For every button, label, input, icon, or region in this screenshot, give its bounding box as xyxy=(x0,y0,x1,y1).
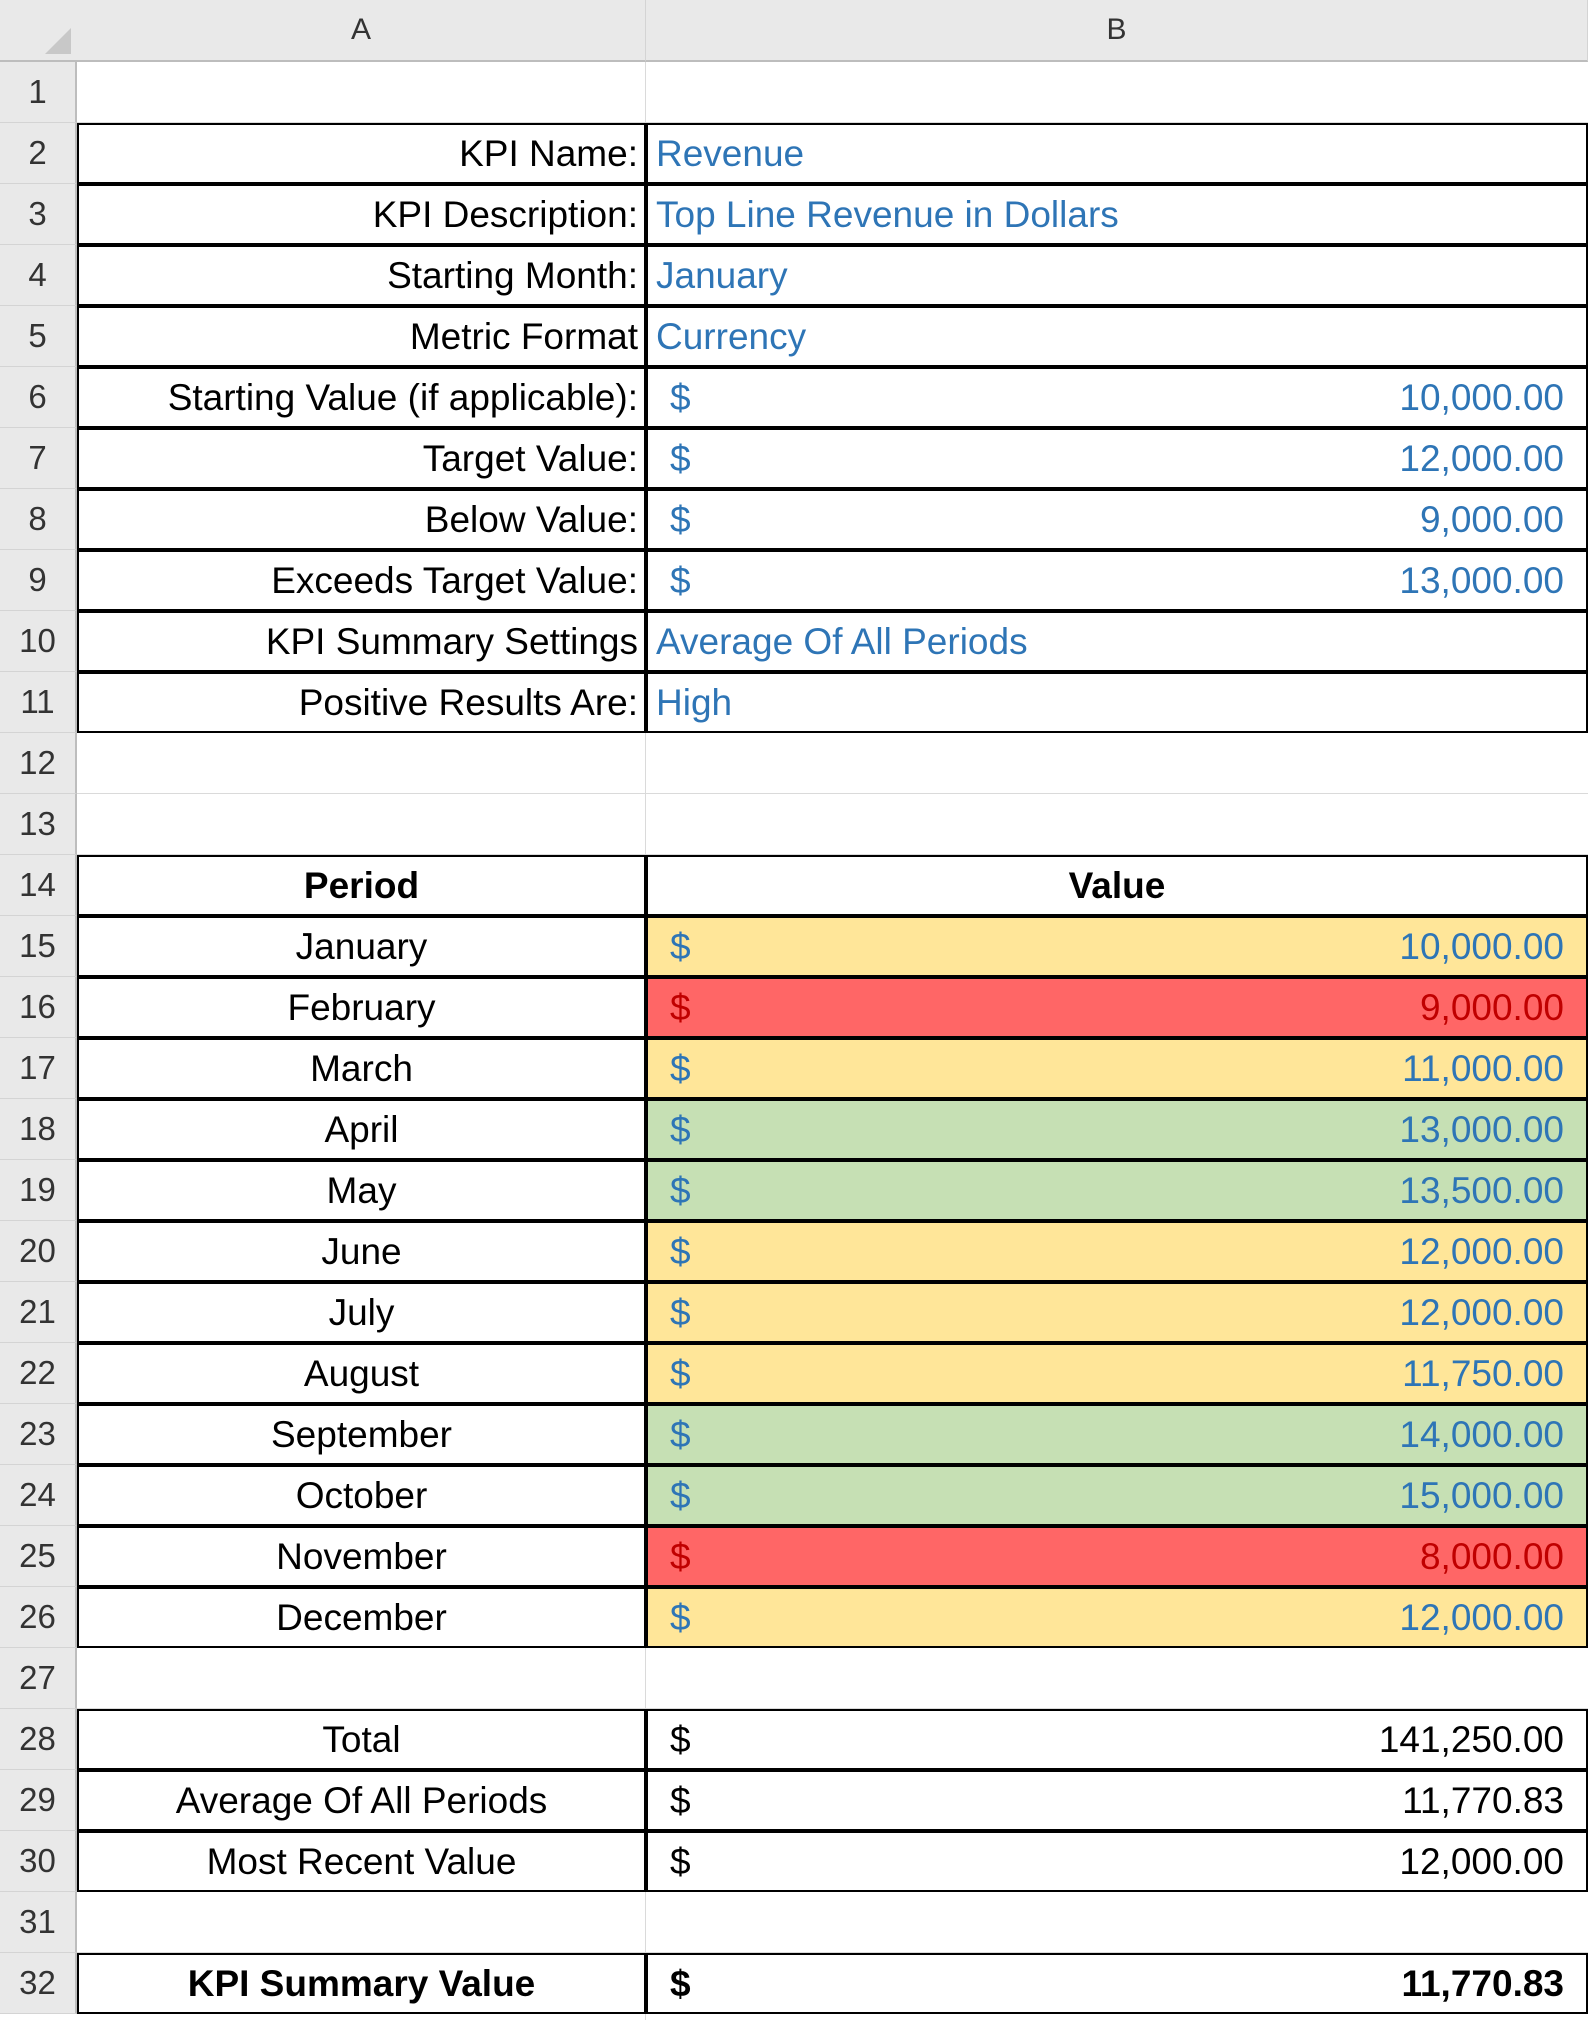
period-value-cell[interactable] xyxy=(646,1038,1588,1099)
period-cell[interactable]: September xyxy=(77,1404,646,1465)
period-value-cell[interactable] xyxy=(646,1526,1588,1587)
row-header-8[interactable]: 8 xyxy=(0,489,77,550)
total-value[interactable] xyxy=(646,1770,1588,1831)
row-header-15[interactable]: 15 xyxy=(0,916,77,977)
summary-value[interactable] xyxy=(646,1953,1588,2014)
setting-label[interactable]: Positive Results Are: xyxy=(77,672,646,733)
row-header-31[interactable]: 31 xyxy=(0,1892,77,1953)
column-header-b[interactable]: B xyxy=(646,0,1588,62)
setting-label[interactable]: Below Value: xyxy=(77,489,646,550)
period-value-cell[interactable] xyxy=(646,1404,1588,1465)
period-cell[interactable]: March xyxy=(77,1038,646,1099)
cell-value: 11,000.00 xyxy=(1402,1047,1564,1089)
setting-value[interactable]: January xyxy=(646,245,1588,306)
cell-value: 141,250.00 xyxy=(1378,1718,1564,1760)
currency-symbol: $ xyxy=(670,1230,691,1272)
currency-symbol: $ xyxy=(670,1474,691,1516)
currency-symbol: $ xyxy=(670,1291,691,1333)
cell-value: 13,000.00 xyxy=(1399,559,1564,601)
row-header-18[interactable]: 18 xyxy=(0,1099,77,1160)
setting-label[interactable]: Starting Value (if applicable): xyxy=(77,367,646,428)
period-cell[interactable]: December xyxy=(77,1587,646,1648)
row-header-12[interactable]: 12 xyxy=(0,733,77,794)
currency-symbol: $ xyxy=(670,437,691,479)
row-header-21[interactable]: 21 xyxy=(0,1282,77,1343)
row-header-28[interactable]: 28 xyxy=(0,1709,77,1770)
row-header-2[interactable]: 2 xyxy=(0,123,77,184)
cell-value: 8,000.00 xyxy=(1419,1535,1564,1577)
cell-value: 12,000.00 xyxy=(1399,1230,1564,1272)
period-value-cell[interactable] xyxy=(646,977,1588,1038)
cell-value: 11,750.00 xyxy=(1402,1352,1564,1394)
period-cell[interactable]: January xyxy=(77,916,646,977)
currency-symbol: $ xyxy=(670,498,691,540)
column-header-a[interactable]: A xyxy=(77,0,646,62)
cell-value: 12,000.00 xyxy=(1399,1596,1564,1638)
currency-symbol: $ xyxy=(670,1596,691,1638)
cell-value: 11,770.83 xyxy=(1402,1779,1564,1821)
currency-symbol: $ xyxy=(670,1840,691,1882)
currency-symbol: $ xyxy=(670,559,691,601)
period-value-cell[interactable] xyxy=(646,1282,1588,1343)
setting-value[interactable]: High xyxy=(646,672,1588,733)
currency-symbol: $ xyxy=(670,1352,691,1394)
value-header[interactable]: Value xyxy=(646,855,1588,916)
setting-value[interactable]: Currency xyxy=(646,306,1588,367)
row-header-27[interactable]: 27 xyxy=(0,1648,77,1709)
currency-symbol: $ xyxy=(670,1108,691,1150)
setting-label[interactable]: KPI Name: xyxy=(77,123,646,184)
period-cell[interactable]: November xyxy=(77,1526,646,1587)
row-header-7[interactable]: 7 xyxy=(0,428,77,489)
currency-symbol: $ xyxy=(670,1413,691,1455)
period-value-cell[interactable] xyxy=(646,1160,1588,1221)
setting-value[interactable]: Revenue xyxy=(646,123,1588,184)
row-header-4[interactable]: 4 xyxy=(0,245,77,306)
row-header-16[interactable]: 16 xyxy=(0,977,77,1038)
setting-value[interactable] xyxy=(646,550,1588,611)
setting-value[interactable] xyxy=(646,428,1588,489)
period-header[interactable]: Period xyxy=(77,855,646,916)
currency-symbol: $ xyxy=(670,1962,691,2004)
row-header-26[interactable]: 26 xyxy=(0,1587,77,1648)
cell-value: 10,000.00 xyxy=(1399,925,1564,967)
select-all-corner[interactable] xyxy=(0,0,77,62)
setting-value[interactable]: Average Of All Periods xyxy=(646,611,1588,672)
cell-value: 11,770.83 xyxy=(1401,1962,1564,2004)
row-header-6[interactable]: 6 xyxy=(0,367,77,428)
row-header-25[interactable]: 25 xyxy=(0,1526,77,1587)
setting-value[interactable] xyxy=(646,367,1588,428)
row-header-13[interactable]: 13 xyxy=(0,794,77,855)
row-header-11[interactable]: 11 xyxy=(0,672,77,733)
setting-label[interactable]: Starting Month: xyxy=(77,245,646,306)
period-cell[interactable]: June xyxy=(77,1221,646,1282)
cell-value: 13,500.00 xyxy=(1399,1169,1564,1211)
row-header-20[interactable]: 20 xyxy=(0,1221,77,1282)
period-cell[interactable]: July xyxy=(77,1282,646,1343)
row-header-5[interactable]: 5 xyxy=(0,306,77,367)
total-label[interactable]: Average Of All Periods xyxy=(77,1770,646,1831)
cell-value: 12,000.00 xyxy=(1399,437,1564,479)
setting-label[interactable]: KPI Summary Settings xyxy=(77,611,646,672)
row-header-9[interactable]: 9 xyxy=(0,550,77,611)
period-value-cell[interactable] xyxy=(646,1343,1588,1404)
period-value-cell[interactable] xyxy=(646,1099,1588,1160)
period-cell[interactable]: August xyxy=(77,1343,646,1404)
total-value[interactable] xyxy=(646,1709,1588,1770)
row-header-30[interactable]: 30 xyxy=(0,1831,77,1892)
cell-value: 12,000.00 xyxy=(1399,1291,1564,1333)
row-header-24[interactable]: 24 xyxy=(0,1465,77,1526)
cell-value: 12,000.00 xyxy=(1399,1840,1564,1882)
cell-value: 14,000.00 xyxy=(1399,1413,1564,1455)
currency-symbol: $ xyxy=(670,376,691,418)
period-cell[interactable]: October xyxy=(77,1465,646,1526)
period-value-cell[interactable] xyxy=(646,1587,1588,1648)
total-label[interactable]: Total xyxy=(77,1709,646,1770)
period-cell[interactable]: April xyxy=(77,1099,646,1160)
row-header-14[interactable]: 14 xyxy=(0,855,77,916)
cell-value: 13,000.00 xyxy=(1399,1108,1564,1150)
cell-value: 9,000.00 xyxy=(1419,498,1564,540)
cell-value: 9,000.00 xyxy=(1419,986,1564,1028)
summary-label[interactable]: KPI Summary Value xyxy=(77,1953,646,2014)
cell-value: 15,000.00 xyxy=(1399,1474,1564,1516)
currency-symbol: $ xyxy=(670,1047,691,1089)
row-header-32[interactable]: 32 xyxy=(0,1953,77,2014)
row-header-19[interactable]: 19 xyxy=(0,1160,77,1221)
currency-symbol: $ xyxy=(670,1718,691,1760)
period-value-cell[interactable] xyxy=(646,1465,1588,1526)
row-header-22[interactable]: 22 xyxy=(0,1343,77,1404)
currency-symbol: $ xyxy=(670,1169,691,1211)
setting-label[interactable]: Exceeds Target Value: xyxy=(77,550,646,611)
currency-symbol: $ xyxy=(670,1779,691,1821)
total-value[interactable] xyxy=(646,1831,1588,1892)
period-cell[interactable]: May xyxy=(77,1160,646,1221)
period-value-cell[interactable] xyxy=(646,1221,1588,1282)
row-header-3[interactable]: 3 xyxy=(0,184,77,245)
currency-symbol: $ xyxy=(670,925,691,967)
cell-value: 10,000.00 xyxy=(1399,376,1564,418)
setting-label[interactable]: KPI Description: xyxy=(77,184,646,245)
setting-label[interactable]: Metric Format xyxy=(77,306,646,367)
row-header-10[interactable]: 10 xyxy=(0,611,77,672)
period-value-cell[interactable] xyxy=(646,916,1588,977)
row-header-23[interactable]: 23 xyxy=(0,1404,77,1465)
row-header-17[interactable]: 17 xyxy=(0,1038,77,1099)
setting-value[interactable] xyxy=(646,489,1588,550)
setting-value[interactable]: Top Line Revenue in Dollars xyxy=(646,184,1588,245)
currency-symbol: $ xyxy=(670,986,691,1028)
row-header-1[interactable]: 1 xyxy=(0,62,77,123)
currency-symbol: $ xyxy=(670,1535,691,1577)
row-header-29[interactable]: 29 xyxy=(0,1770,77,1831)
period-cell[interactable]: February xyxy=(77,977,646,1038)
total-label[interactable]: Most Recent Value xyxy=(77,1831,646,1892)
setting-label[interactable]: Target Value: xyxy=(77,428,646,489)
